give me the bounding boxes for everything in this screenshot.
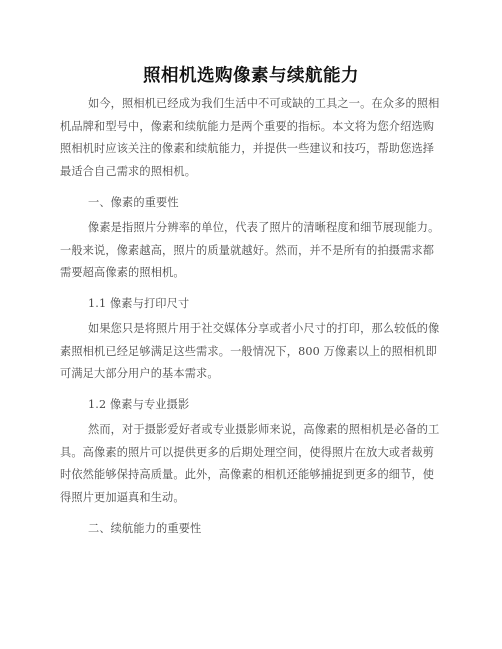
- professional-paragraph: 然而，对于摄影爱好者或专业摄影师来说，高像素的照相机是必备的工具。高像素的照片可以提供更多的后期处理空间，使得照片在放大或者裁剪时依然能够保持高质量。此外，高像素的相机还能够捕捉到更多的细节，使得照片更加逼真和生动。: [60, 423, 440, 504]
- document-title: 照相机选购像素与续航能力: [143, 66, 359, 86]
- section-heading-battery-life: 二、续航能力的重要性: [88, 522, 202, 535]
- print-size-paragraph: 如果您只是将照片用于社交媒体分享或者小尺寸的打印，那么较低的像素照相机已经足够满足这些需求。一般情况下，800 万像素以上的照相机即可满足大部分用户的基本需求。: [60, 322, 440, 380]
- section-heading-pixel-importance: 一、像素的重要性: [88, 196, 179, 209]
- section-heading-professional: 1.2 像素与专业摄影: [88, 398, 190, 411]
- pixel-importance-paragraph: 像素是指照片分辨率的单位，代表了照片的清晰程度和细节展现能力。一般来说，像素越高，照片的质量就越好。然而，并不是所有的拍摄需求都需要超高像素的照相机。: [60, 221, 440, 279]
- intro-paragraph: 如今，照相机已经成为我们生活中不可或缺的工具之一。在众多的照相机品牌和型号中，像素和续航能力是两个重要的指标。本文将为您介绍选购照相机时应该关注的像素和续航能力，并提供一些建议和技巧，帮助您选择最适合自己需求的照相机。: [60, 97, 440, 178]
- section-heading-print-size: 1.1 像素与打印尺寸: [88, 297, 190, 310]
